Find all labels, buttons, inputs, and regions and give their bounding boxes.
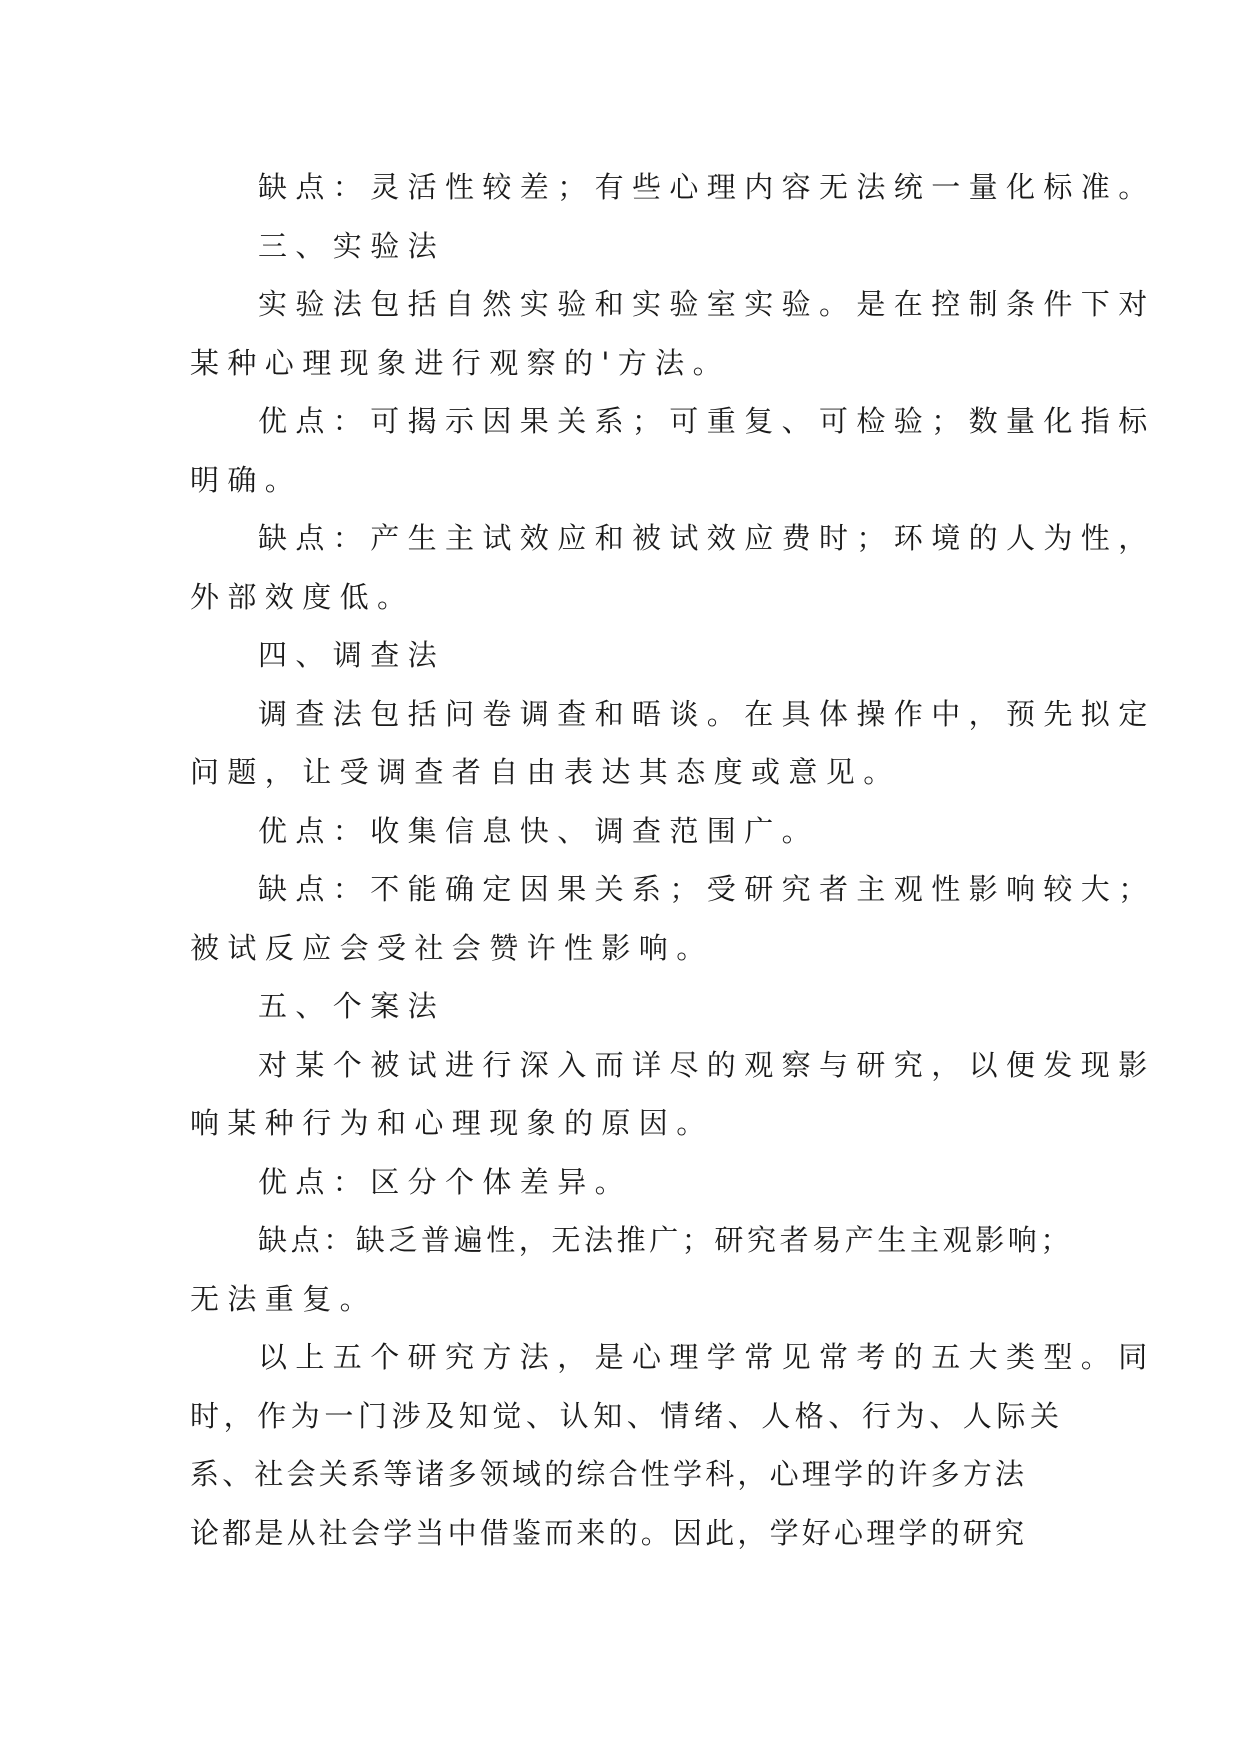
text-line: 论都是从社会学当中借鉴而来的。因此，学好心理学的研究 [190,1515,1028,1550]
text-line: 优点：区分个体差异。 [258,1164,633,1199]
text-line: 对某个被试进行深入而详尽的观察与研究，以便发现影 [258,1047,1156,1082]
section-heading: 三、实验法 [258,228,446,263]
text-line: 某种心理现象进行观察的'方法。 [190,345,730,380]
text-line: 时，作为一门涉及知觉、认知、情绪、人格、行为、人际关 [190,1398,1064,1433]
text-line: 响某种行为和心理现象的原因。 [190,1106,714,1140]
section-heading: 四、调查法 [258,638,446,672]
text-line: 缺点：不能确定因果关系；受研究者主观性影响较大； [258,872,1156,906]
text-line: 缺点：产生主试效应和被试效应费时；环境的人为性， [258,521,1156,555]
section-heading: 五、个案法 [258,989,446,1023]
text-line: 问题，让受调查者自由表达其态度或意见。 [190,755,901,789]
document-body [190,158,1156,1562]
text-line: 被试反应会受社会赞许性影响。 [190,930,714,965]
text-line: 系、社会关系等诸多领域的综合性学科，心理学的许多方法 [190,1457,1028,1491]
text-line: 优点：收集信息快、调查范围广。 [258,813,820,848]
text-line: 优点：可揭示因果关系；可重复、可检验；数量化指标 [258,404,1156,438]
text-line: 缺点：缺乏普遍性，无法推广；研究者易产生主观影响； [258,1223,1074,1257]
text-line: 外部效度低。 [190,579,415,614]
text-line: 调查法包括问卷调查和晤谈。在具体操作中，预先拟定 [258,696,1156,731]
text-line: 以上五个研究方法，是心理学常见常考的五大类型。同 [258,1340,1156,1374]
text-line: 缺点：灵活性较差；有些心理内容无法统一量化标准。 [258,170,1156,204]
text-line: 实验法包括自然实验和实验室实验。是在控制条件下对 [258,287,1156,321]
text-line: 无法重复。 [190,1281,378,1316]
text-line: 明确。 [190,462,303,497]
